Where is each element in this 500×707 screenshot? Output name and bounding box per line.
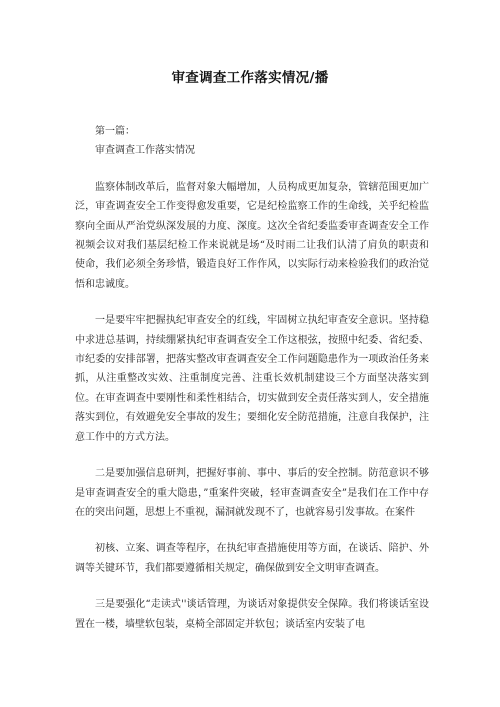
section-title: 审查调查工作落实情况 xyxy=(95,145,195,157)
document-body xyxy=(75,122,429,634)
paragraph-3: 二是要加强信息研判，把握好事前、事中、事后的安全控制。防范意识不够是审查调查安全的重大隐患，”重案件突破，轻审查调查安全”是我们在工作中存在的突出问题，思想上不重视，漏洞就发现不了，也就容易引发事故。在案件 xyxy=(75,468,429,518)
paragraph-gap xyxy=(75,522,429,539)
section-label: 第一篇： xyxy=(95,126,135,137)
paragraph-1: 监察体制改革后，监督对象大幅增加，人员构成更加复杂，管辖范围更加广泛，审查调查安全工作变得愈发重要，它是纪检监察工作的生命线，关乎纪检监察向全面从严治党纵深发展的力度、深度。这次全省纪委监委审查调查安全工作视频会议对我们基层纪检工作来说就是场“及时雨二让我们认清了肩负的职责和使命，我们必须全务珍惜，锻造良好工作作风，以实际行动来检验我们的政治觉悟和忠诚度。 xyxy=(75,181,429,290)
paragraph-4: 初核、立案、调查等程序，在执纪审查措施使用等方面，在谈话、陪护、外调等关键环节，我们都要遵循相关规定，确保做到安全文明审查调查。 xyxy=(75,543,429,574)
paragraph-gap xyxy=(75,447,429,464)
paragraph-2: 一是要牢牢把握执纪审查安全的红线，牢固树立执纪审查安全意识。坚持稳中求进总基调，持续绷紧执纪审查调查安全工作这根弦，按照中纪委、省纪委、市纪委的安排部署，把落实整改审查调查安全工作问题隐患作为一项政治任务来抓，从注重整改实效、注重制度完善、注重长效机制建设三个方面坚决落实到位。在审查调查中要刚性和柔性相结合，切实做到安全责任落实到人，安全措施落实到位，有效避免安全事故的发生；要细化安全防范措施，注意自我保护，注意工作中的方式方法。 xyxy=(75,315,429,443)
paragraph-gap xyxy=(75,578,429,595)
paragraph-gap xyxy=(75,161,429,178)
paragraph-5: 三是要强化“走读式''谈话管理，为谈话对象提供安全保障。我们将谈话室设置在一楼，墙壁软包装，桌椅全部固定并软包；谈话室内安装了电 xyxy=(75,599,429,630)
document-title: 审查调查工作落实情况/播 xyxy=(171,70,329,86)
paragraph-gap xyxy=(75,294,429,311)
